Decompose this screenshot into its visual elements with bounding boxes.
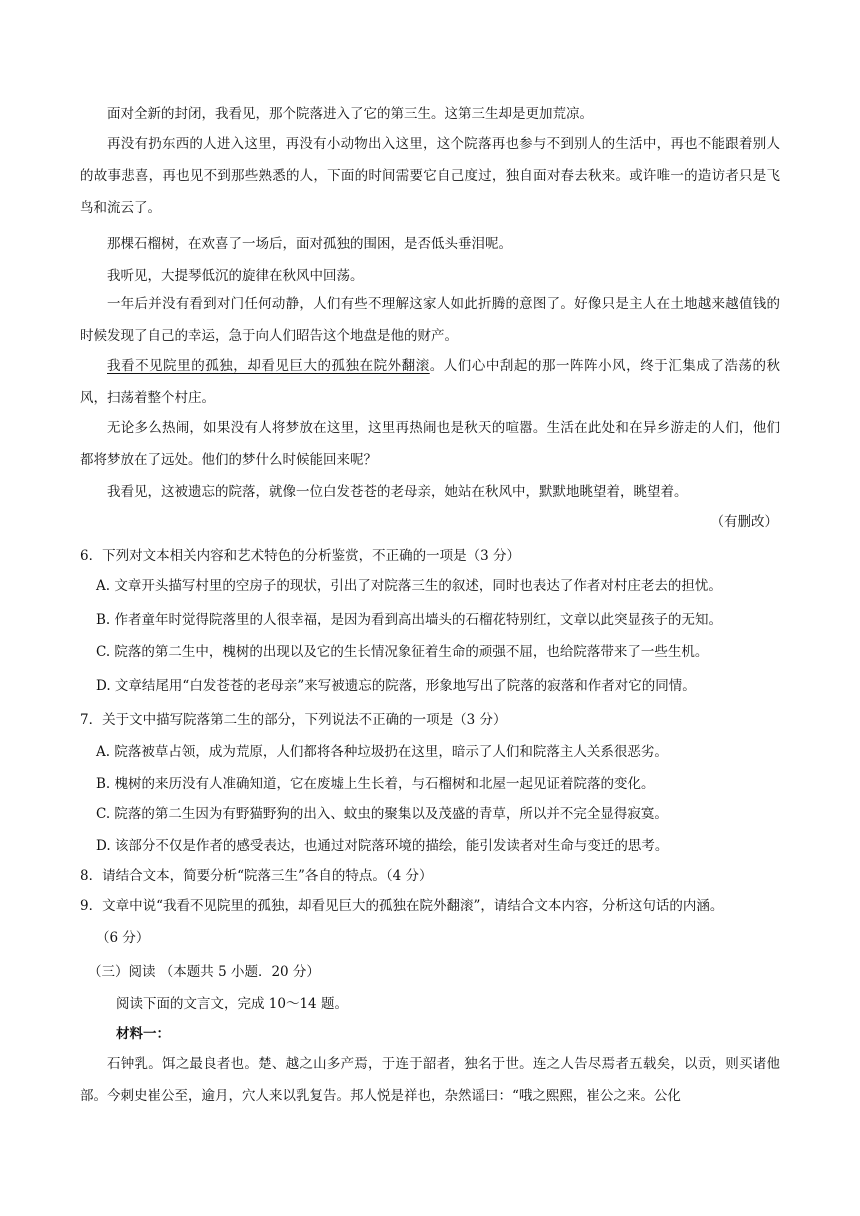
passage-paragraph-1: 面对全新的封闭，我看见，那个院落进入了它的第三生。这第三生却是更加荒凉。 — [107, 106, 593, 122]
question-6-option-b: B. 作者童年时觉得院落里的人很幸福，是因为看到高出墙头的石榴花特别红，文章以此突显孩子的无知。 — [96, 612, 723, 628]
question-9-line-1: 9．文章中说“我看不见院里的孤独，却看见巨大的孤独在院外翻滚”，请结合文本内容，分析这句话的内涵。 — [80, 898, 724, 914]
underlined-sentence: 我看不见院里的孤独，却看见巨大的孤独在院外翻滚 — [107, 358, 430, 374]
passage-paragraph-4: 我听见，大提琴低沉的旋律在秋风中回荡。 — [107, 268, 364, 284]
passage-paragraph-3: 那棵石榴树，在欢喜了一场后，面对孤独的围困，是否低头垂泪呢。 — [107, 236, 512, 252]
question-7-option-b: B. 槐树的来历没有人准确知道，它在废墟上生长着，与石榴树和北屋一起见证着院落的变化。 — [96, 776, 655, 792]
question-7-option-a: A. 院落被草占领，成为荒原，人们都将各种垃圾扔在这里，暗示了人们和院落主人关系很恶劣。 — [96, 744, 668, 760]
question-8: 8．请结合文本，简要分析“院落三生”各自的特点。（4 分） — [80, 868, 433, 884]
section-3-heading: （三）阅读 （本题共 5 小题．20 分） — [88, 964, 320, 980]
question-7-option-c: C. 院落的第二生因为有野猫野狗的出入、蚊虫的聚集以及茂盛的青草，所以并不完全显得寂寞。 — [96, 806, 668, 822]
source-note: （有删改） — [710, 514, 778, 530]
passage-paragraph-6 — [80, 350, 780, 414]
question-6-option-c: C. 院落的第二生中，槐树的出现以及它的生长情况象征着生命的顽强不屈，也给院落带来了一些生机。 — [96, 644, 709, 660]
classical-text-paragraph: 石钟乳。饵之最良者也。楚、越之山多产焉，于连于韶者，独名于世。连之人告尽焉者五载矣，以贡，则买诸他部。今刺史崔公至，逾月，穴人来以乳复告。邦人悦是祥也，杂然谣曰：“哦之熙熙，崔公之来。公化 — [80, 1056, 780, 1104]
question-9-line-2: （6 分） — [96, 930, 150, 946]
passage-paragraph-5: 一年后并没有看到对门任何动静，人们有些不理解这家人如此折腾的意图了。好像只是主人在土地越来越值钱的时候发现了自己的幸运，急于向人们昭告这个地盘是他的财产。 — [80, 296, 780, 344]
question-7-stem: 7．关于文中描写院落第二生的部分，下列说法不正确的一项是（3 分） — [80, 712, 507, 728]
paragraph-6-rest: 。人们心中刮起的那一阵阵小风，终于汇集成了浩荡的秋风，扫荡着整个村庄。 — [80, 358, 780, 406]
question-7-option-d: D. 该部分不仅是作者的感受表达，也通过对院落环境的描绘，能引发读者对生命与变迁的思考。 — [96, 838, 669, 854]
question-6-stem: 6．下列对文本相关内容和艺术特色的分析鉴赏，不正确的一项是（3 分） — [80, 548, 520, 564]
passage-paragraph-8: 我看见，这被遗忘的院落，就像一位白发苍苍的老母亲，她站在秋风中，默默地眺望着，眺望着。 — [107, 484, 688, 500]
material-1-label: 材料一： — [116, 1026, 170, 1042]
passage-paragraph-2: 再没有扔东西的人进入这里，再没有小动物出入这里，这个院落再也参与不到别人的生活中，再也不能跟着别人的故事悲喜，再也见不到那些熟悉的人，下面的时间需要它自己度过，独自面对春去秋来。或许唯一的造访者只是飞鸟和流云了。 — [80, 136, 780, 216]
passage-paragraph-7: 无论多么热闹，如果没有人将梦放在这里，这里再热闹也是秋天的喧嚣。生活在此处和在异乡游走的人们，他们都将梦放在了远处。他们的梦什么时候能回来呢？ — [80, 420, 780, 468]
question-6-option-d: D. 文章结尾用“白发苍苍的老母亲”来写被遗忘的院落，形象地写出了院落的寂落和作者对它的同情。 — [96, 678, 696, 694]
question-6-option-a: A. 文章开头描写村里的空房子的现状，引出了对院落三生的叙述，同时也表达了作者对村庄老去的担忧。 — [96, 578, 722, 594]
section-3-intro: 阅读下面的文言文，完成 10～14 题。 — [116, 996, 348, 1012]
